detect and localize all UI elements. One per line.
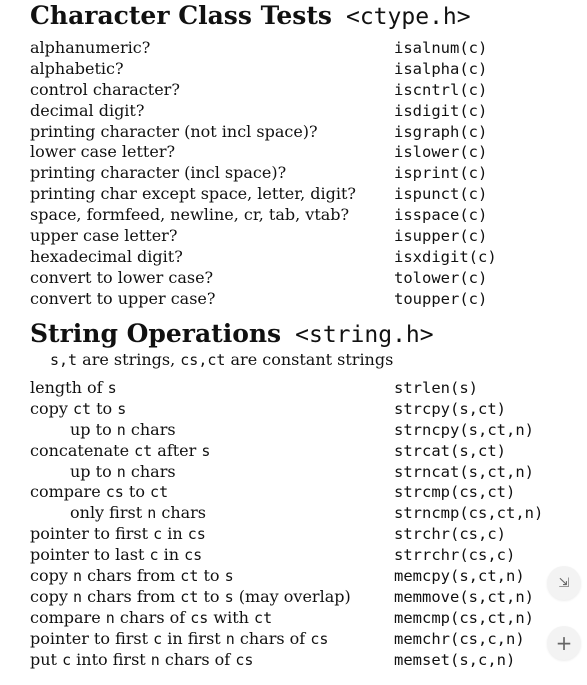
description-text: (may overlap)	[233, 586, 351, 606]
ctype-description: convert to lower case?	[30, 267, 214, 287]
note-text: are strings,	[77, 350, 181, 369]
ctype-description: convert to upper case?	[30, 288, 216, 308]
description-text: only first	[70, 503, 148, 523]
variable-name: s	[224, 587, 234, 606]
string-function: strchr(cs,c)	[394, 525, 506, 544]
ctype-row	[30, 80, 570, 101]
ctype-row	[30, 101, 570, 122]
ctype-title-text: Character Class Tests	[30, 1, 332, 30]
description-text: with	[208, 607, 255, 627]
description-text: concatenate	[30, 440, 135, 460]
string-function: strcpy(s,ct)	[394, 399, 506, 418]
ctype-row	[30, 38, 570, 59]
ctype-function: isprint(c)	[394, 164, 488, 183]
variable-name: cs	[190, 608, 209, 627]
string-description	[30, 482, 168, 503]
description-text: in	[158, 545, 185, 565]
description-text: chars from	[82, 586, 181, 606]
string-function: strrchr(cs,c)	[394, 546, 516, 565]
ctype-row	[30, 268, 570, 289]
variable-name: c	[153, 525, 163, 544]
string-function: strncat(s,ct,n)	[394, 462, 534, 481]
ctype-function: isgraph(c)	[394, 122, 488, 141]
string-description	[30, 629, 328, 650]
ctype-function: isupper(c)	[394, 227, 488, 246]
string-section-title	[30, 318, 434, 351]
string-description	[70, 420, 176, 441]
variable-name: c	[62, 650, 72, 669]
string-description	[30, 545, 202, 566]
description-text: up to	[70, 419, 117, 439]
string-function: memcpy(s,ct,n)	[394, 567, 525, 586]
ctype-description: alphanumeric?	[30, 38, 151, 57]
description-text: chars of	[234, 628, 311, 648]
collapse-arrows-icon[interactable]	[547, 566, 581, 600]
string-row	[30, 545, 570, 566]
variable-name: n	[147, 504, 157, 523]
description-text: copy	[30, 566, 73, 586]
description-text: pointer to first	[30, 628, 154, 648]
variable-name: n	[225, 629, 235, 648]
string-row	[30, 482, 570, 503]
plus-icon[interactable]	[547, 626, 581, 660]
string-description	[30, 399, 126, 420]
variable-name: ct	[180, 567, 199, 586]
ctype-row	[30, 184, 570, 205]
variable-name: ct	[254, 608, 273, 627]
variable-name: s,t	[50, 351, 78, 369]
description-text: to	[91, 398, 118, 418]
description-text: pointer to last	[30, 545, 150, 565]
variable-name: ct	[72, 399, 92, 418]
variable-name: ct	[150, 483, 169, 502]
description-text: chars from	[82, 566, 181, 586]
variable-name: s	[117, 399, 127, 418]
string-description	[30, 608, 272, 629]
variable-name: ct	[180, 587, 199, 606]
ctype-description: upper case letter?	[30, 226, 178, 246]
ctype-function: isspace(c)	[394, 206, 488, 225]
string-description	[30, 378, 117, 399]
string-title-text: String Operations	[30, 319, 282, 348]
string-description	[30, 441, 210, 462]
ctype-header-name: <ctype.h>	[345, 4, 471, 30]
string-header-name: <string.h>	[295, 322, 434, 348]
variable-name: n	[72, 587, 82, 606]
string-description	[70, 462, 176, 483]
string-function: strlen(s)	[394, 379, 478, 397]
description-text: copy	[30, 398, 73, 418]
string-row	[30, 503, 570, 524]
description-text: to	[198, 566, 225, 586]
ctype-function-list	[30, 38, 570, 310]
variable-name: cs	[187, 525, 206, 544]
variable-name: n	[116, 462, 126, 481]
variable-name: ct	[134, 441, 153, 460]
variable-name: cs,ct	[180, 351, 226, 369]
variable-name: cs	[184, 546, 203, 565]
variable-name: n	[150, 650, 160, 669]
description-text: chars	[125, 419, 176, 439]
variable-name: cs	[105, 483, 124, 502]
ctype-description: alphabetic?	[30, 58, 124, 78]
string-function: strncpy(s,ct,n)	[394, 420, 534, 439]
description-text: up to	[70, 461, 117, 481]
ctype-description: space, formfeed, newline, cr, tab, vtab?	[30, 205, 350, 225]
string-function: memchr(cs,c,n)	[394, 629, 525, 648]
variable-name: cs	[235, 650, 254, 669]
string-row	[30, 629, 570, 650]
note-text: are constant strings	[225, 350, 394, 369]
string-row	[30, 587, 570, 608]
ctype-description: lower case letter?	[30, 142, 176, 162]
description-text: pointer to first	[30, 524, 154, 544]
string-description	[30, 566, 234, 587]
string-row	[30, 462, 570, 483]
ctype-function: isdigit(c)	[394, 101, 488, 120]
string-function: memmove(s,ct,n)	[394, 587, 534, 606]
ctype-function: isalnum(c)	[394, 39, 488, 57]
string-function: strncmp(cs,ct,n)	[394, 504, 544, 523]
string-description	[70, 503, 206, 524]
string-function: strcat(s,ct)	[394, 441, 506, 460]
variable-name: c	[149, 546, 159, 565]
description-text: in first	[162, 628, 226, 648]
ctype-function: tolower(c)	[394, 268, 488, 287]
ctype-function: islower(c)	[394, 143, 488, 162]
ctype-row	[30, 289, 570, 310]
description-text: into first	[71, 649, 151, 669]
ctype-description: printing char except space, letter, digit?	[30, 184, 357, 204]
description-text: to	[198, 586, 225, 606]
string-row	[30, 420, 570, 441]
string-description	[30, 587, 351, 608]
string-function: strcmp(cs,ct)	[394, 483, 516, 502]
string-description	[30, 524, 206, 545]
string-row	[30, 441, 570, 462]
description-text: length of	[30, 378, 108, 397]
string-row	[30, 566, 570, 587]
variable-name: s	[224, 567, 234, 586]
ctype-row	[30, 247, 570, 268]
ctype-row	[30, 122, 570, 143]
ctype-description: hexadecimal digit?	[30, 246, 183, 266]
ctype-description: printing character (incl space)?	[30, 163, 287, 183]
string-description	[30, 650, 253, 671]
ctype-section-title	[30, 0, 471, 33]
variable-name: s	[107, 379, 117, 397]
string-row	[30, 399, 570, 420]
string-function: memset(s,c,n)	[394, 650, 516, 669]
string-row	[30, 378, 570, 399]
description-text: after	[152, 440, 202, 460]
ctype-function: ispunct(c)	[394, 185, 488, 204]
ctype-description: printing character (not incl space)?	[30, 121, 318, 141]
variable-name: s	[201, 441, 211, 460]
ctype-row	[30, 205, 570, 226]
description-text: chars of	[114, 607, 191, 627]
string-row	[30, 524, 570, 545]
add-glyph: +	[555, 631, 573, 655]
description-text: chars	[125, 461, 176, 481]
string-row	[30, 608, 570, 629]
ctype-description: decimal digit?	[30, 100, 145, 120]
variable-name: cs	[310, 629, 329, 648]
ctype-row	[30, 226, 570, 247]
variable-name: n	[116, 420, 126, 439]
variable-name: n	[105, 608, 115, 627]
ctype-function: isalpha(c)	[394, 59, 488, 78]
ctype-description: control character?	[30, 79, 180, 99]
description-text: to	[123, 482, 151, 502]
description-text: compare	[30, 607, 106, 627]
ctype-function: toupper(c)	[394, 289, 488, 308]
ctype-function: isxdigit(c)	[394, 247, 497, 266]
string-function-list	[30, 378, 570, 670]
ctype-row	[30, 59, 570, 80]
description-text: chars	[156, 503, 207, 523]
string-notation-note	[50, 350, 393, 370]
ctype-function: iscntrl(c)	[394, 80, 488, 99]
description-text: compare	[30, 482, 106, 502]
string-row	[30, 650, 570, 671]
variable-name: c	[153, 629, 163, 648]
variable-name: n	[72, 567, 82, 586]
description-text: put	[30, 649, 63, 669]
ctype-row	[30, 163, 570, 184]
description-text: chars of	[159, 649, 236, 669]
description-text: copy	[30, 586, 73, 606]
string-function: memcmp(cs,ct,n)	[394, 608, 534, 627]
ctype-row	[30, 142, 570, 163]
collapse-glyph: ⇲	[558, 575, 570, 591]
description-text: in	[162, 524, 188, 544]
